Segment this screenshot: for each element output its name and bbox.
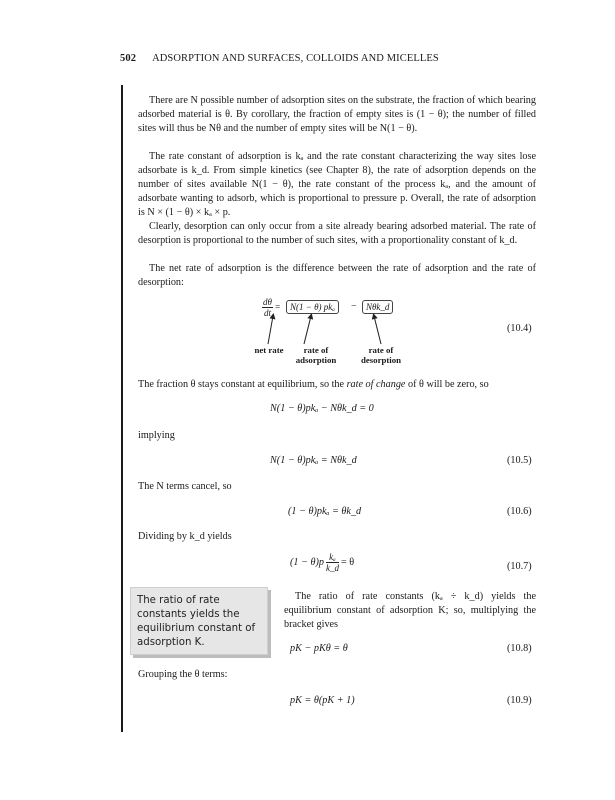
desorption-term-box: Nθk_d xyxy=(362,300,393,314)
arrow-net-rate xyxy=(268,316,273,344)
text-n-terms-cancel: The N terms cancel, so xyxy=(138,481,232,492)
equation-10-8: pK − pKθ = θ xyxy=(290,643,348,654)
equation-number-10-4: (10.4) xyxy=(507,323,532,334)
label-net-rate: net rate xyxy=(254,345,284,355)
paragraph-ratio: The ratio of rate constants (kₐ ÷ k_d) yields the equilibrium constant of adsorption K; so, multiplying the bracket gives xyxy=(284,591,536,631)
label-rate-of-adsorption: rate of adsorption xyxy=(295,345,337,365)
arrow-adsorption xyxy=(304,316,311,344)
margin-note-box xyxy=(130,587,268,655)
equation-equilibrium: N(1 − θ)pkₐ − Nθk_d = 0 xyxy=(270,403,374,414)
equation-number-10-9: (10.9) xyxy=(507,695,532,706)
label-rate-of-desorption: rate of desorption xyxy=(360,345,402,365)
running-title: ADSORPTION AND SURFACES, COLLOIDS AND MICELLES xyxy=(152,53,439,64)
equation-10-6: (1 − θ)pkₐ = θk_d xyxy=(288,506,362,517)
text-dividing: Dividing by k_d yields xyxy=(138,531,232,542)
text-grouping: Grouping the θ terms: xyxy=(138,669,228,680)
equation-number-10-8: (10.8) xyxy=(507,643,532,654)
margin-note-text: The ratio of rate constants yields the equilibrium constant of adsorption K. xyxy=(137,595,256,648)
text-implying: implying xyxy=(138,430,175,441)
minus-sign: − xyxy=(351,301,357,312)
equation-10-5: N(1 − θ)pkₐ = Nθk_d xyxy=(270,455,357,466)
running-header xyxy=(120,53,439,64)
margin-rule xyxy=(121,85,123,732)
paragraph-rate-constants: The rate constant of adsorption is kₐ and the rate constant characterizing the way sites lose adsorbate is k_d. From simple kinetics (see Chapter 8), the rate of adsorption depends on the number of sites available N(1 − θ), the rate constant of the process kₐ, and the amount of adsorbate wanting to adsorb, which is proportional to pressure p. Overall, the rate of adsorption is N × (1 − θ) × kₐ × p. xyxy=(138,151,536,219)
diagram-arrows xyxy=(240,312,420,348)
equation-number-10-7: (10.7) xyxy=(507,561,532,572)
paragraph-sites: There are N possible number of adsorption sites on the substrate, the fraction of which bearing adsorbed material is θ. By corollary, the fraction of empty sites is (1 − θ); the number of filled sites will thus be Nθ and the number of empty sites will be N(1 − θ). xyxy=(138,95,536,135)
paragraph-desorption: Clearly, desorption can only occur from a site already bearing adsorbed material. The rate of desorption is proportional to the number of such sites, with a proportionality constant of k_d. xyxy=(138,221,536,247)
equation-number-10-5: (10.5) xyxy=(507,455,532,466)
paragraph-net-rate: The net rate of adsorption is the difference between the rate of adsorption and the rate of desorption: xyxy=(138,263,536,289)
page-number: 502 xyxy=(120,53,137,64)
equation-10-9: pK = θ(pK + 1) xyxy=(290,695,355,706)
paragraph-equilibrium: The fraction θ stays constant at equilibrium, so the rate of change of θ will be zero, so xyxy=(138,379,489,390)
adsorption-term-box: N(1 − θ) pkₐ xyxy=(286,300,339,314)
derivative-lhs: $\frac{d\theta}{dt}$ = xyxy=(263,297,281,318)
arrow-desorption xyxy=(374,316,381,344)
equation-10-7: (1 − θ)p $\frac{\text{kₐ}}{k\_d}$ = θ xyxy=(290,552,355,573)
equation-number-10-6: (10.6) xyxy=(507,506,532,517)
